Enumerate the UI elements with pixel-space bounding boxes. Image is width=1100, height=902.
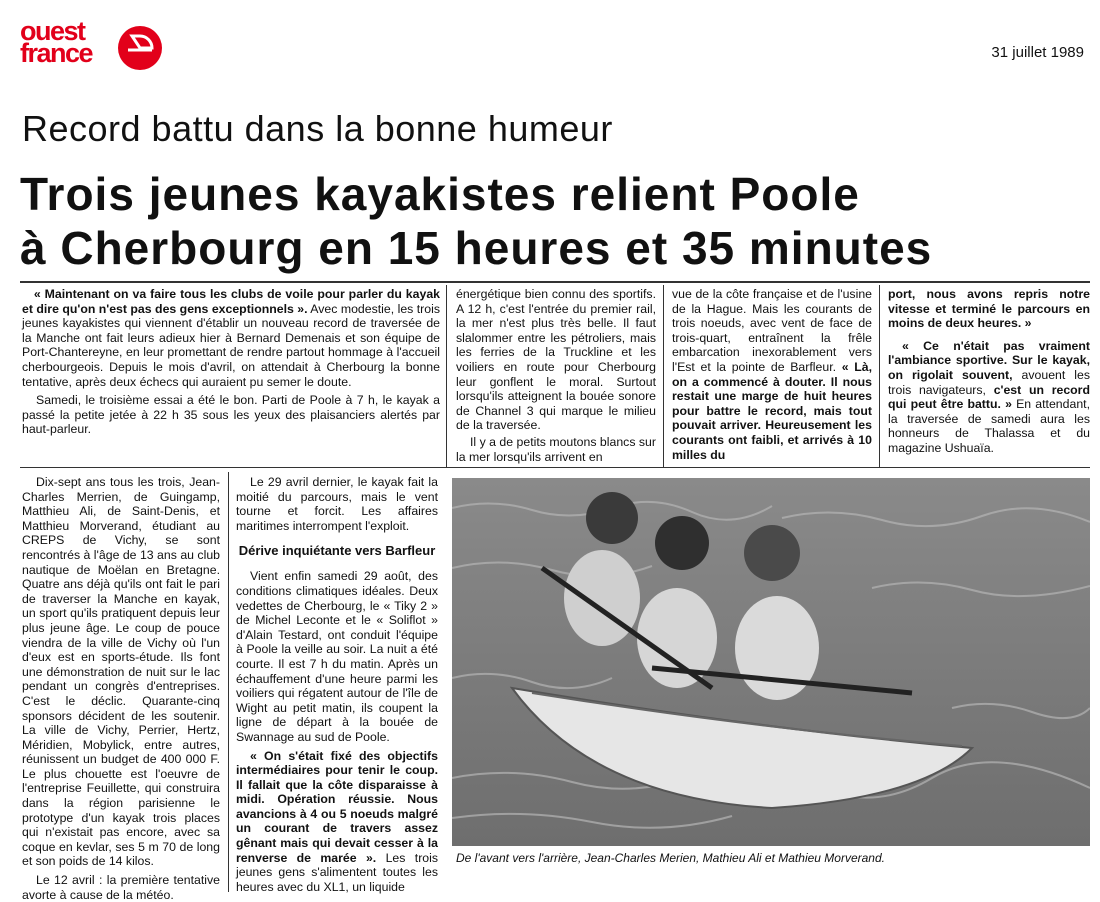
col2-quote: « On s'était fixé des objectifs intermédiaires pour tenir le coup. Il fallait que la côte disparaisse à midi. Opération réussie. Nous avancions à 4 ou 5 noeuds malgré un courant de travers assez gênant mais qui devait cesser à la renverse de marée ». [236,748,438,865]
col3-paragraph-1: énergétique bien connu des sportifs. A 12 h, c'est l'entrée du premier rail, la mer n'est plus très belle. Il faut slalommer entre les pétroliers, mais les ferries de la Truckline et les voiliers en route pour Cherbourg leur gonflent le moral. Surtout lorsqu'ils atteignent la bouée sonore de Channel 3 qui marque le milieu de la traversée. [456,287,656,433]
col2-paragraph-3 [236,749,438,895]
col5-paragraph-1: port, nous avons repris notre vitesse et terminé le parcours en moins de deux heures. » [888,287,1090,331]
col2-text: Les trois jeunes gens s'alimentent toutes les heures avec du XL1, un liquide [236,850,439,894]
logo-circle-icon [118,26,162,70]
col1-paragraph-1: Dix-sept ans tous les trois, Jean-Charles Merrien, de Guingamp, Matthieu Ali, de Saint-Denis, et Matthieu Morverand, étudiant au CREPS de Vichy, se sont rencontrés à l'âge de 13 ans au club nautique de Moëlan en Bretagne. Quatre ans déjà qu'ils ont fait le pari de traverser la Manche en kayak, un sport qu'ils pratiquent depuis leur plus jeune âge. Le coup de pouce viendra de la ville de Vichy où l'un d'eux est en sports-étude. Ils font une démonstration de nuit sur le lac pendant un congrès d'entreprises. C'est le déclic. Quarante-cinq sponsors décident de les soutenir. La ville de Vichy, Perrier, Hertz, Méridien, Mobylick, entre autres, réunissent un budget de 400 000 F. Le plus chouette est l'oeuvre de l'entreprise Feuillette, qui construira dans la région parisienne le prototype d'un kayak trois places qui n'existait pas encore, avec sa coque en kevlar, ses 5 m 70 de long et son poids de 14 kilos. [22,475,220,869]
photo-caption: De l'avant vers l'arrière, Jean-Charles Merien, Mathieu Ali et Mathieu Morverand. [456,851,885,865]
ouest-france-logo [20,16,165,75]
column-divider [879,285,880,467]
intro-bottom-rule [20,467,1090,468]
article-column-2 [236,475,438,894]
col5-text-1: avouent les trois navigateurs, [888,367,1090,397]
col2-paragraph-2: Vient enfin samedi 29 août, des conditions climatiques idéales. Deux vedettes de Cherbourg, le « Tiky 2 » de Michel Leconte et le « Soliflot » d'Alain Testard, ont conduit l'équipe à Poole la veille au soir. La nuit a été courte. Il est 7 h du matin. Après un échauffement d'une heure parmi les voiliers qui régatent autour de l'île de Wight au petit matin, ils coupent la ligne de départ à la bouée de Swannage au sud de Poole. [236,569,438,744]
kayak-photo-illustration [452,478,1090,846]
logo-wordmark [20,16,93,68]
logo-line1: ouest [20,16,85,46]
col5-quote-2: c'est un record qui peut être battu. » [888,382,1090,412]
logo-line2: france [20,38,93,68]
col2-subheading: Dérive inquiétante vers Barfleur [238,543,436,559]
main-headline-line2: à Cherbourg en 15 heures et 35 minutes [20,222,933,274]
col4-text: vue de la côte française et de l'usine de la Hague. Mais les courants de trois noeuds, avec vent de face de trois-quart, entraînent la frêle embarcation inexorablement vers l'Est et la pointe de Barfleur. [672,287,872,374]
intro-text: Avec modestie, les trois jeunes kayakistes qui viennent d'établir un nouveau record de traversée de la Manche ont fait leurs adieux hier à Bernard Demenais et son équipe de Port-Chantereyne, en leur promettant de rendre partout hommage à l'accueil cherbourgeois. Depuis le mois d'avril, on attendait à Cherbourg la bonne tentative, après deux échecs qui auraient pu semer le doute. [22,301,440,389]
article-column-1 [22,475,220,902]
intro-column [22,287,440,437]
col5-text-2: En attendant, la traversée de samedi aura les honneurs de Thalassa et du magazine Ushuaïa. [888,397,1090,455]
intro-paragraph-2: Samedi, le troisième essai a été le bon. Parti de Poole à 7 h, le kayak a passé la petite jetée à 22 h 35 sous les yeux des plaisanciers alertés par haut-parleur. [22,393,440,437]
article-column-3 [456,287,656,464]
kicker-headline: Record battu dans la bonne humeur [22,108,613,149]
col4-quote: « Là, on a commencé à douter. Il nous restait une marge de huit heures pour battre le record, mais tout pouvait arriver. Heureusement les courants ont faibli, et arrivés à 10 milles du [672,359,872,462]
intro-quote: « Maintenant on va faire tous les clubs de voile pour parler du kayak et dire qu'on n'est pas des gens exceptionnels ». [22,287,440,316]
column-divider [228,472,229,892]
publication-date: 31 juillet 1989 [991,44,1084,61]
col2-paragraph-1: Le 29 avril dernier, le kayak fait la moitié du parcours, mais le vent tourne et forcit. Les affaires maritimes interrompent l'exploit. [236,475,438,533]
col1-paragraph-2: Le 12 avril : la première tentative avorte à cause de la météo. [22,873,220,902]
article-column-4 [672,287,872,462]
col5-quote-1: « Ce n'était pas vraiment l'ambiance sportive. Sur le kayak, on rigolait souvent, [888,338,1090,382]
kayak-photo [452,478,1090,846]
header-rule [20,281,1090,283]
column-divider [446,285,447,467]
main-headline-line1: Trois jeunes kayakistes relient Poole [20,168,860,220]
col5-paragraph-2 [888,339,1090,456]
col3-paragraph-2: Il y a de petits moutons blancs sur la mer lorsqu'ils arrivent en [456,434,656,464]
intro-paragraph [22,287,440,389]
col4-paragraph-1 [672,287,872,462]
column-divider [663,285,664,467]
article-column-5 [888,287,1090,456]
